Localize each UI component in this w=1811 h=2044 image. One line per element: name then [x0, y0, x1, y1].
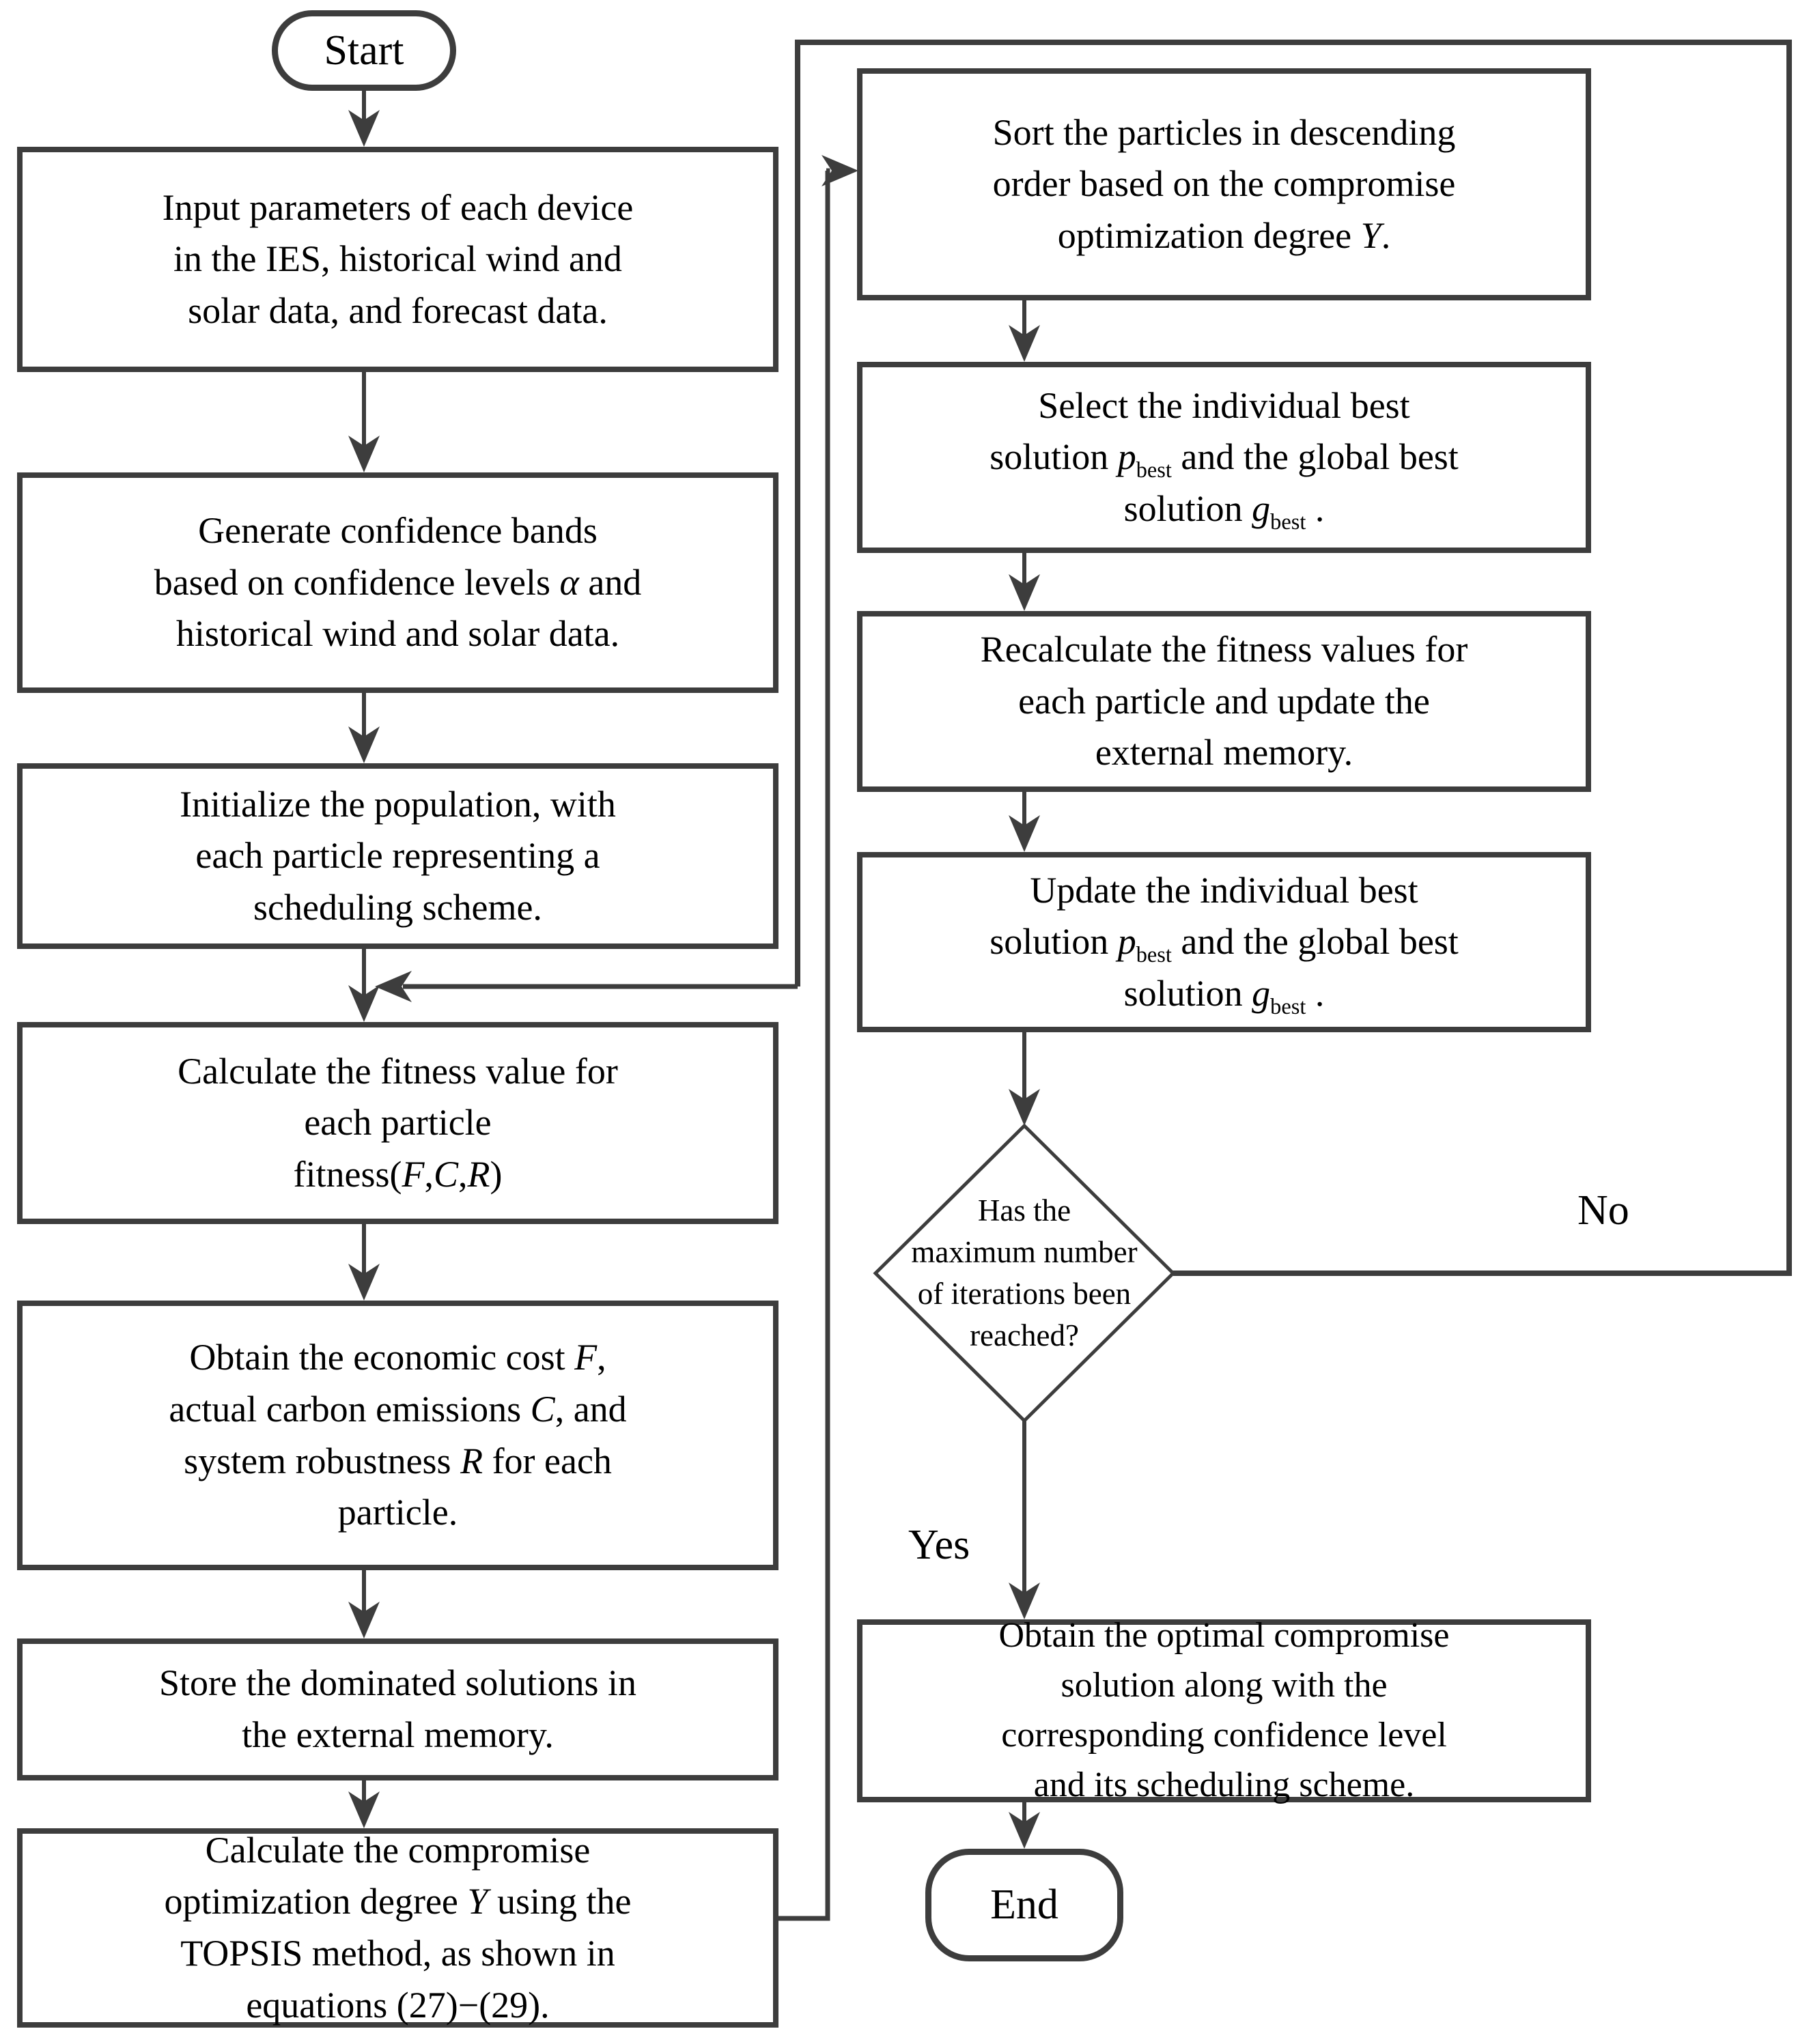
yes-branch-label: Yes	[908, 1522, 970, 1568]
text-line: actual carbon emissions C, and	[169, 1388, 627, 1430]
text-line: solution $p_{best}$ and the global best	[989, 921, 1459, 967]
text-line: historical wind and solar data.	[176, 613, 620, 655]
text-line: solution $g_{best}$ .	[1123, 972, 1325, 1019]
text-line: Select the individual best	[1038, 384, 1410, 426]
text-line: equations (27)−(29).	[246, 1984, 550, 2026]
text-line: each particle representing a	[195, 835, 600, 877]
text-line: Update the individual best	[1030, 869, 1418, 911]
node-initialize-population	[17, 763, 778, 949]
text-line: solution along with the	[1061, 1666, 1388, 1705]
text-line: system robustness R for each	[184, 1440, 612, 1481]
node-input-parameters	[17, 147, 778, 372]
node-sort-particles	[857, 68, 1591, 300]
text-line: of iterations been	[917, 1277, 1132, 1311]
text-line: scheduling scheme.	[253, 886, 542, 928]
text-line: solution $p_{best}$ and the global best	[989, 436, 1459, 483]
end-label: End	[990, 1882, 1058, 1929]
node-end	[925, 1849, 1123, 1961]
node-max-iterations-decision	[878, 1155, 1171, 1391]
node-obtain-economic-cost	[17, 1301, 778, 1570]
text-line: based on confidence levels α and	[154, 561, 642, 603]
node-start	[272, 10, 456, 91]
node-generate-confidence-bands	[17, 472, 778, 693]
no-branch-label: No	[1577, 1187, 1629, 1234]
text-line: Calculate the fitness value for	[178, 1050, 618, 1092]
text-line: each particle and update the	[1018, 680, 1430, 722]
text-line: Calculate the compromise	[205, 1829, 591, 1871]
node-select-best-solutions	[857, 362, 1591, 553]
text-line: fitness(F,C,R)	[293, 1153, 503, 1195]
text-line: order based on the compromise	[992, 163, 1456, 205]
text-line: TOPSIS method, as shown in	[180, 1933, 615, 1974]
connector-topsis-to-sort	[778, 171, 828, 1918]
text-line: and its scheduling scheme.	[1033, 1765, 1415, 1804]
text-line: Store the dominated solutions in	[159, 1662, 636, 1704]
text-line: Has the	[977, 1193, 1071, 1227]
text-line: Generate confidence bands	[198, 510, 598, 552]
node-calculate-fitness	[17, 1022, 778, 1224]
node-obtain-optimal-solution	[857, 1616, 1591, 1804]
text-line: the external memory.	[242, 1714, 554, 1755]
text-line: maximum number	[911, 1234, 1138, 1269]
text-line: corresponding confidence level	[1001, 1716, 1447, 1755]
text-line: Input parameters of each device	[162, 186, 634, 228]
text-line: each particle	[304, 1102, 492, 1144]
text-line: solar data, and forecast data.	[188, 289, 608, 331]
text-line: solution $g_{best}$ .	[1123, 487, 1325, 535]
start-label: Start	[324, 27, 404, 74]
text-line: Initialize the population, with	[180, 783, 616, 825]
node-recalculate-fitness	[857, 611, 1591, 792]
text-line: optimization degree Y using the	[164, 1881, 632, 1922]
text-line: particle.	[337, 1492, 458, 1533]
text-line: Sort the particles in descending	[992, 111, 1456, 153]
node-update-best-solutions	[857, 852, 1591, 1032]
text-line: reached?	[970, 1318, 1079, 1353]
text-line: in the IES, historical wind and	[173, 238, 622, 280]
node-store-dominated-solutions	[17, 1638, 778, 1780]
node-topsis-compromise-degree	[17, 1828, 778, 2028]
text-line: Recalculate the fitness values for	[980, 629, 1468, 670]
text-line: optimization degree Y.	[1057, 214, 1391, 256]
text-line: external memory.	[1095, 732, 1353, 773]
text-line: Obtain the economic cost F,	[189, 1337, 606, 1378]
text-line: Obtain the optimal compromise	[998, 1616, 1450, 1656]
